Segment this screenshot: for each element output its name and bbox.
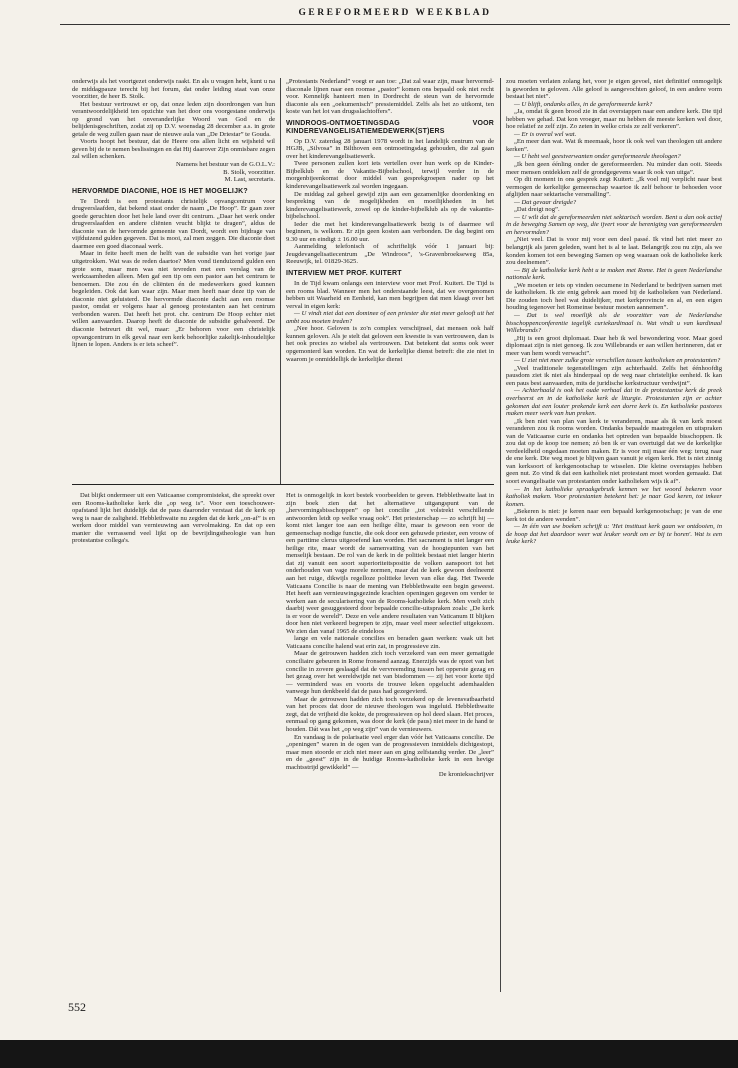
signature-line: B. Stolk, voorzitter.	[223, 168, 275, 176]
paragraph: lange en vele nationale concilies en beraden gaan werken: vaak uit het Vaticaans concilie halend wat erin zat, in progressieve zin.	[286, 635, 494, 650]
signature-line: Namens het bestuur van de G.O.L.V.:	[176, 161, 275, 169]
header-rule	[60, 24, 730, 25]
paragraph: Twee personen zullen kort iets vertellen over hun werk op de Kinder-Bijbelklub en de Vakantie-Bijbelschool, terwijl verder in de morgenbijeenkomst door middel van gesprekgroepen nader op het kinderevangelisatiewerk zal worden ingegaan.	[286, 160, 494, 191]
interview-question: — Dat is wel moeilijk als de voorzitter van de Nederlandse bisschoppenconferentie tegelijk curiekardinaal is. Wat vindt u van kardinaal Willebrands?	[506, 311, 722, 335]
column-divider	[500, 78, 501, 992]
column-divider	[280, 78, 281, 484]
column-middle-bottom	[286, 492, 494, 992]
paragraph: Op D.V. zaterdag 28 januari 1978 wordt in het landelijk centrum van de HGJB, „Silvosa” in Bilthoven een ontmoetingsdag gehouden, die zal gaan over het kinderevangelisatiewerk.	[286, 137, 494, 160]
paragraph: „Protestants Nederland” voegt er aan toe: „Dat zal waar zijn, maar hervormd-diaconale lijnen naar een roomse „pastor” komen ons bepaald ook niet recht voor. Kennelijk hanteert men in Dordrecht de steun van de hervormde diaconie als een „oekumenisch” pressiemiddel. Zelfs als het zo uitkomt, ten koste van het lot van drugsslachtoffers”.	[286, 78, 494, 116]
interview-question: — In het katholieke spraakgebruik kennen we het woord bekeren voor katholiek maken. Voor protestanten betekent het: je naar God keren, tot inkeer komen.	[506, 485, 722, 508]
interview-question: — U vindt niet dat een dominee of een priester die niet meer gelooft uit het ambt zou moeten treden?	[286, 310, 494, 325]
paragraph: „Niet veel. Dat is voor mij voor een deel passé. Ik vind het niet meer zo belangrijk als jaren geleden, want het is al te laat. Belangrijk zou nu zijn, als we konden komen tot een beweging Samen op weg waaraan ook de katholieke kerk zou deelnemen”.	[506, 236, 722, 267]
article-title-interview: INTERVIEW MET PROF. KUITERT	[286, 270, 402, 278]
page-header: GEREFORMEERD WEEKBLAD	[298, 8, 492, 18]
scan-border	[0, 1040, 738, 1068]
paragraph: „Dat dreigt nog”.	[514, 206, 560, 214]
article-title-diaconie: HERVORMDE DIACONIE, HOE IS HET MOGELIJK?	[72, 187, 248, 195]
paragraph: „En meer dan wat. Wat ik meemaak, hoor ik ook wel van theologen uit andere kerken”.	[506, 138, 722, 153]
paragraph: Het bestuur vertrouwt er op, dat onze leden zijn doordrongen van hun verantwoordelijkheid ten opzichte van het door ons voorgestane onderwijs op grond van het onveranderlijke Woord van God en de belijdenisgeschriften, zodat zij op D.V. woensdag 28 december a.s. in grote getale de weg zullen gaan naar de nieuwe aula van „De Driestar” te Gouda.	[72, 100, 275, 138]
paragraph: Dat blijkt ondermeer uit een Vaticaanse compromistekst, die spreekt over een Rooms-katholieke kerk die „op weg is”. Voor een toeschouwer-opafstand lijkt het duidelijk dat de paus daaronder verstaat dat de kerk op weg is naar de zaligheid. Hebblethwaite nu zegden dat de kerk „on-af” is en werken door middel van vernieuwing aan vervolmaking. En dat op een manier die verrassend veel lijkt op de bevrijdingstheologie van hun protestantse collega's.	[72, 492, 275, 545]
paragraph: Voorts hoopt het bestuur, dat de Heere ons allen licht en wijsheid wil geven bij de te nemen beslissingen en dat Hij daarover Zijn onmisbare zegen zal willen schenken.	[72, 138, 275, 161]
paragraph: onderwijs als het voortgezet onderwijs raakt. En als u vragen hebt, kunt u na de middagpauze terecht bij het forum, dat onder leiding staat van onze voorzitter, de heer B. Stolk.	[72, 78, 275, 101]
column-left-bottom	[72, 492, 275, 992]
paragraph: „Ja, omdat ik geen brood zie in dat overstappen naar een andere kerk. Die tijd hebben we gehad. Dat kon vroeger, maar nu hebben de meeste kerken wel door, hoe relatief ze zelf zijn. Zo zeten in welke crisis ze zelf verkeren”.	[506, 108, 722, 131]
interview-question: — Dat gevaar dreigde?	[514, 198, 577, 206]
interview-question: — U hebt wel geestverwanten onder gereformeerde theologen?	[514, 153, 681, 161]
paragraph: Ieder die met het kinderevangelisatiewerk bezig is of daarmee wil beginnen, is welkom. Er zijn geen kosten aan verbonden. De dag begint om 9.30 uur en eindigt ± 16.00 uur.	[286, 220, 494, 243]
box-rule	[72, 484, 494, 485]
page-number: 552	[68, 1000, 86, 1014]
paragraph: Aanmelding telefonisch of schriftelijk vóór 1 januari bij: Jeugdevangelisatiecentrum „De Windroos”, 's-Gravenbroekseweg 85a, Reeuwijk, tel. 01829-3625.	[286, 243, 494, 266]
paragraph: „Ik ben niet van plan van kerk te veranderen, maar als ik van kerk moest veranderen zou ik rooms worden. Ondanks bepaalde maatregelen en uitspraken van de Vaticaanse curie en ondanks het optreden van bepaalde bisschoppen. Ik zou dat op de koop toe nemen; zó ben ik er van overtuigd dat we de kerkelijke verdeeldheid ongedaan moeten maken. Er is voor mij maar één weg: terug naar de ene kerk. Die weg moet je blijven gaan vanuit je eigen kerk. Het is niet zinnig van kerksoort of kerkgenootschap te wisselen. Die kleine overstapjes hebben geen nut. Zo vind ik dat een katholiek niet protestant moet worden gemaakt. Dat soort evangelisatie van protestanten onder katholieken wijs ik af”.	[506, 417, 722, 485]
signature-line: M. Last, secretaris.	[224, 176, 275, 184]
interview-question: — U blijft, ondanks alles, in de gereformeerde kerk?	[514, 100, 653, 108]
interview-question: — Bij de katholieke kerk hebt u te maken met Rome. Het is geen Nederlandse nationale kerk.	[506, 266, 722, 282]
paragraph: Te Dordt is een protestants christelijk opvangcentrum voor drugverslaafden, dat bekend staat onder de naam „De Hoop”. Er gaan zeer goede geruchten door het hele land over dit centrum. „Daar het werk onder drugverslaafden en andere cliënten vrucht blijkt te dragen”, aldus de diaconie van de hervormde gemeente van Dordt, wordt een bijdrage van vijfduizend gulden gegeven. Dat is mooi, zal men zeggen. Die diaconie doet daarmee een goed diaconaal werk.	[72, 197, 275, 250]
paragraph: „Ik ben geen éénling onder de gereformeerden. Nu minder dan ooit. Steeds meer mensen ontdekken zelf de grondgegevens waar ik ook van uitga”.	[506, 161, 722, 176]
paragraph: zou moeten verlaten zolang het, voor je eigen gevoel, niet definitief onmogelijk is geworden te geloven. Alle geloof is aangevochten geloof, in een andere vorm bestaat het niet”.	[506, 78, 722, 101]
signature: De kronieksschrijver	[438, 771, 494, 779]
article-title-windroos: WINDROOS-ONTMOETINGSDAG VOOR KINDEREVANGELISATIEMEDEWERK(ST)ERS	[286, 119, 494, 135]
paragraph: „Nee hoor. Geloven is zo'n complex verschijnsel, dat mensen ook half kunnen geloven. Als je stelt dat geloven een kwestie is van vertrouwen, dan is het ook precies zo wiebel als vertrouwen. Dat betekent dat soms ook weer opgemonterd kan worden. En wat de kerkelijke dienst betreft: die zie niet in waarom je onmiddellijk de kerkelijke dienst	[286, 325, 494, 363]
column-middle-top	[286, 78, 494, 480]
paragraph: Het is onmogelijk in kort bestek voorbeelden te geven. Hebblethwaite laat in zijn boek zien dat het alternatieve uitgangspunt van de „hervormingsbisschoppen” op het concilie „tot volstrekt verschillende antwoorden leidt op welke vraag ook”. Het priesterschap — zo schrijft hij — komt niet langer toe aan een heilige élite, maar is gewoon een voor de gemeenschap nodige functie, die ook door een gehuwde priester, een vrouw of een parttime clerus uitgeoefend kan worden. Het sacrament is niet langer een heilige rite, maar wordt de samenvatting van de hoogtepunten van het menselijk bestaan. De rol van de kerk in de politiek bestaat niet langer hierin dat zij vanuit een soort superioriteitspositie de volken aanspoort tot het onderhouden van vage morele normen, maar dat de kerk gewoon deelneemt aan het ruige, dikwijls regelloze politieke leven van elke dag. Het Tweede Vaticaans Concilie is naar de mening van Hebblethwaite een begin geweest. Het heeft aan vernieuwingsgezinde krachten openingen gegeven om verder te werken aan de secularisering van de Rooms-katholieke kerk. Men voelt zich daarbij weer gesuggesteerd door bepaalde concilie-uitspraken zoals: „De kerk is er voor de wereld”. Deze en vele andere resultaten van Vaticanum II blijken door hen niet verkeerd begrepen te zijn, maar veel meer selectief uitgekozen. We zien dan vanaf 1965 de eindeloos	[286, 492, 494, 635]
interview-question: — U ziet niet meer zulke grote verschillen tussen katholieken en protestanten?	[514, 357, 721, 365]
paragraph: De middag zal geheel gewijd zijn aan een gezamenlijke doordenking en bespreking van de mogelijkheden en moeilijkheden in het kinderevangelisatiewerk, zowel op de kinder-bijbelklub als op de vakantie-bijbelschool.	[286, 190, 494, 221]
paragraph: In de Tijd kwam onlangs een interview voor met Prof. Kuitert. De Tijd is een rooms blad. Wanneer men het onderstaande leest, dat we overgenomen hebben uit Waarheid en Eenheid, kan men begrijpen dat men klaagt over het verval in eigen kerk:	[286, 280, 494, 310]
paragraph: „Veel traditionele tegenstellingen zijn achterhaald. Zelfs het éénhoofdig pausdom ziet ik niet als hinderpaal op de weg naar christelijke eenheid. Ik kan een paus best aanvaarden, mits de juridische kerkstructuur verdwijnt”.	[506, 364, 722, 387]
interview-question: — In één van uw boeken schrijft u: 'Het instituut kerk gaan we ontdooien, in de hoop dat het daardoor weer wat leuker wordt om er bij te horen'. Wat is een leuke kerk?	[506, 523, 722, 546]
paragraph: „Bekeren is niet: je keren naar een bepaald kerkgenootschap; je van de ene kerk tot de andere wenden”.	[506, 508, 722, 523]
paragraph: En vandaag is de polarisatie veel erger dan vóór het Vaticaans concilie. De „openingen” waren in de ogen van de progressieven inmiddels dichtgestopt, maar men stoorde er zich niet meer aan en ging zelfstandig verder. De „leer” en de „geest” zijn in de huidige Rooms-katholieke kerk in een hevige machtsstrijd gewikkeld” —	[286, 733, 494, 771]
paragraph: Maar de getrouwen hadden zich toch verzekerd op de levensvatbaarheid van het proces dat door de nieuwe theologen was ingeluid. Hebblethwaite zegt, dat de vrijheid die kokte, de progressieven op hol deed slaan. Het proces, eenmaal op gang gekomen, was door de kerk (de paus) niet meer in de hand te houden. Dát was het „op weg zijn” van de vernieuwers.	[286, 695, 494, 733]
paragraph: „Hij is een groot diplomaat. Daar heb ik wel bewondering voor. Maar goed diplomaat zijn is niet genoeg. Ik zou Willebrands er aan willen herinneren, dat er meer van hem wordt verwacht”.	[506, 334, 722, 357]
interview-question: — Er is overal wel wat.	[514, 130, 577, 138]
paragraph: „We moeten er iets op vinden oecumene in Nederland te bedrijven samen met de katholieken. Ik zie enig gebrek aan moed bij de katholieken van Nederland. Die zouden toch heel wat duidelijker, met kerkprovincie en al, en een eigen houding tegenover het Romeinse bestuur moeten aannemen”.	[506, 281, 722, 312]
paragraph: Maar in feite heeft men de helft van de subsidie van het vorige jaar uitgetrokken. Wat was de reden daartoe? Men vond tienduizend gulden een grote som, maar men was niet tevreden met een verslag van de werkzaamheden alleen. Men gaf een tip om een pastor aan het centrum te benoemen. Die zou én de cliënten én de medewerkers goed kunnen begeleiden. Ook dat kan waar zijn. Maar men heeft naar deze tip van de diaconie niet geluisterd. De hervormde diaconie dacht aan een roomse pastor, omdat er volgens haar al genoeg protestanten aan het centrum verbonden waren. Dat heeft het prot. chr. centrum De Hoop echter niet willen aanvaarden. Daarop heeft de diaconie de subsidie gehalveerd. De diaconie betreurt dit wel, maar: „Er behoren voor een christelijk opvangcentrum in elk geval naar een kerk behoorlijke zakelijk-inhoudelijke lijnen te lopen. Anders is er iets scheef”.	[72, 250, 275, 349]
column-left-top	[72, 78, 275, 480]
paragraph: Maar de getrouwen hadden zich toch verzekerd van een meer gematigde conciliaire gebeuren in Rome fronsend aanzag. Enerzijds was de opzet van het concilie in zovere geslaagd dat de vervreemding tussen het opperste gezag en het gezag over het wereldwijde net van bisdommen — zij het voor korte tijd — verminderd was en voorts de trouwe leken opgelucht ademhaalden vanwege hun denkbeeld dat de paus had gezegevierd.	[286, 650, 494, 696]
paragraph: Op dit moment in ons gesprek zegt Kuitert: „Ik voel mij verplicht naar best vermogen de kerkelijke gemeenschap waartoe ik zelf behoor te behoeden voor afglijden naar sektarische versmalling”.	[506, 176, 722, 199]
interview-question: — U wilt dat de gereformeerden niet sektarisch worden. Bent u dan ook actief in de beweging Samen op weg, die ijvert voor de hereniging van gereformeerden en hervormden?	[506, 213, 722, 236]
interview-question: — Achterhaald is ook het oude verhaal dat in de protestantse kerk de preek overheerst en in de katholieke kerk de liturgie. Protestanten zijn er achter gekomen dat een louter prekende kerk een dorre kerk is. En katholieke pastores maken meer werk van hun preken.	[506, 387, 722, 418]
column-right	[506, 78, 722, 993]
